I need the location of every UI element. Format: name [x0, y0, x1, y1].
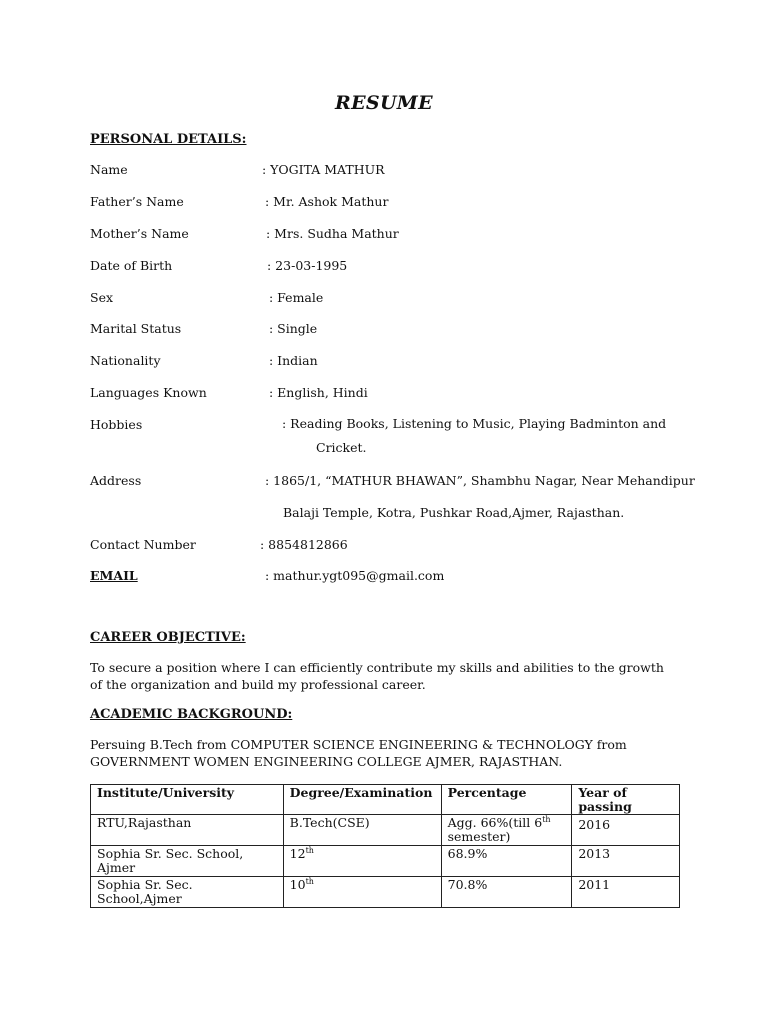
academic-background-heading: ACADEMIC BACKGROUND:: [90, 707, 293, 722]
table-row: [91, 815, 680, 846]
table-header-row: [91, 785, 680, 815]
languages-label: Languages Known: [90, 385, 207, 400]
cell-degree: [283, 815, 441, 846]
pct-cont: semester): [447, 829, 511, 844]
hobbies-line-2: Cricket.: [316, 440, 367, 455]
cell-degree: [283, 846, 441, 877]
hobbies-value: [282, 412, 677, 460]
mother-name-label: Mother’s Name: [90, 226, 189, 241]
academic-background-text: Persuing B.Tech from COMPUTER SCIENCE ENGINEERING & TECHNOLOGY from GOVERNMENT WOMEN ENGINEERING COLLEGE AJMER, RAJASTHAN.: [90, 737, 627, 769]
father-name-label: Father’s Name: [90, 194, 184, 209]
cell-degree: [283, 877, 441, 908]
page-title: RESUME: [335, 92, 433, 114]
degree-sup: th: [305, 845, 314, 855]
header-degree: Degree/Examination: [283, 785, 441, 815]
address-line-1: : 1865/1, “MATHUR BHAWAN”, Shambhu Nagar, Near Mehandipur: [265, 473, 695, 488]
header-year: Year of passing: [572, 785, 680, 815]
pct-text: 68.9%: [447, 846, 488, 861]
dob-label: Date of Birth: [90, 258, 173, 273]
contact-value: : 8854812866: [260, 537, 348, 552]
hobbies-line-1: : Reading Books, Listening to Music, Playing Badminton and: [282, 416, 667, 431]
cell-percentage: [441, 815, 572, 846]
cell-institute: RTU,Rajasthan: [91, 815, 284, 846]
dob-value: : 23-03-1995: [267, 258, 348, 273]
pct-text: 70.8%: [447, 877, 488, 892]
career-objective-heading: CAREER OBJECTIVE:: [90, 630, 246, 645]
email-label: EMAIL: [90, 568, 138, 583]
header-percentage: Percentage: [441, 785, 572, 815]
cell-percentage: [441, 846, 572, 877]
personal-details-heading: PERSONAL DETAILS:: [90, 132, 247, 147]
degree-text: 10: [289, 877, 306, 892]
father-name-value: : Mr. Ashok Mathur: [265, 194, 389, 209]
header-institute: Institute/University: [91, 785, 284, 815]
pct-sup: th: [542, 814, 551, 824]
academic-table: [90, 784, 680, 908]
career-objective-text: To secure a position where I can efficiently contribute my skills and abilities to the growth of the organization and build my professional career.: [90, 660, 664, 692]
name-value: : YOGITA MATHUR: [262, 162, 385, 177]
email-value: : mathur.ygt095@gmail.com: [265, 568, 445, 583]
name-label: Name: [90, 162, 128, 177]
sex-value: : Female: [269, 290, 324, 305]
mother-name-value: : Mrs. Sudha Mathur: [266, 226, 399, 241]
cell-percentage: [441, 877, 572, 908]
table-row: [91, 877, 680, 908]
marital-status-label: Marital Status: [90, 321, 182, 336]
address-label: Address: [90, 473, 142, 488]
contact-label: Contact Number: [90, 537, 196, 552]
cell-year: 2011: [572, 877, 680, 908]
degree-sup: th: [305, 876, 314, 886]
nationality-value: : Indian: [269, 353, 318, 368]
cell-institute: Sophia Sr. Sec. School,Ajmer: [91, 877, 284, 908]
degree-text: B.Tech(CSE): [289, 815, 370, 830]
nationality-label: Nationality: [90, 353, 161, 368]
sex-label: Sex: [90, 290, 114, 305]
cell-year: 2016: [572, 815, 680, 846]
cell-year: 2013: [572, 846, 680, 877]
pct-text: Agg. 66%(till 6: [447, 815, 543, 830]
marital-status-value: : Single: [269, 321, 318, 336]
degree-text: 12: [289, 846, 306, 861]
languages-value: : English, Hindi: [269, 385, 368, 400]
table-row: [91, 846, 680, 877]
address-line-2: Balaji Temple, Kotra, Pushkar Road,Ajmer, Rajasthan.: [283, 505, 625, 520]
hobbies-label: Hobbies: [90, 417, 143, 432]
cell-institute: Sophia Sr. Sec. School, Ajmer: [91, 846, 284, 877]
